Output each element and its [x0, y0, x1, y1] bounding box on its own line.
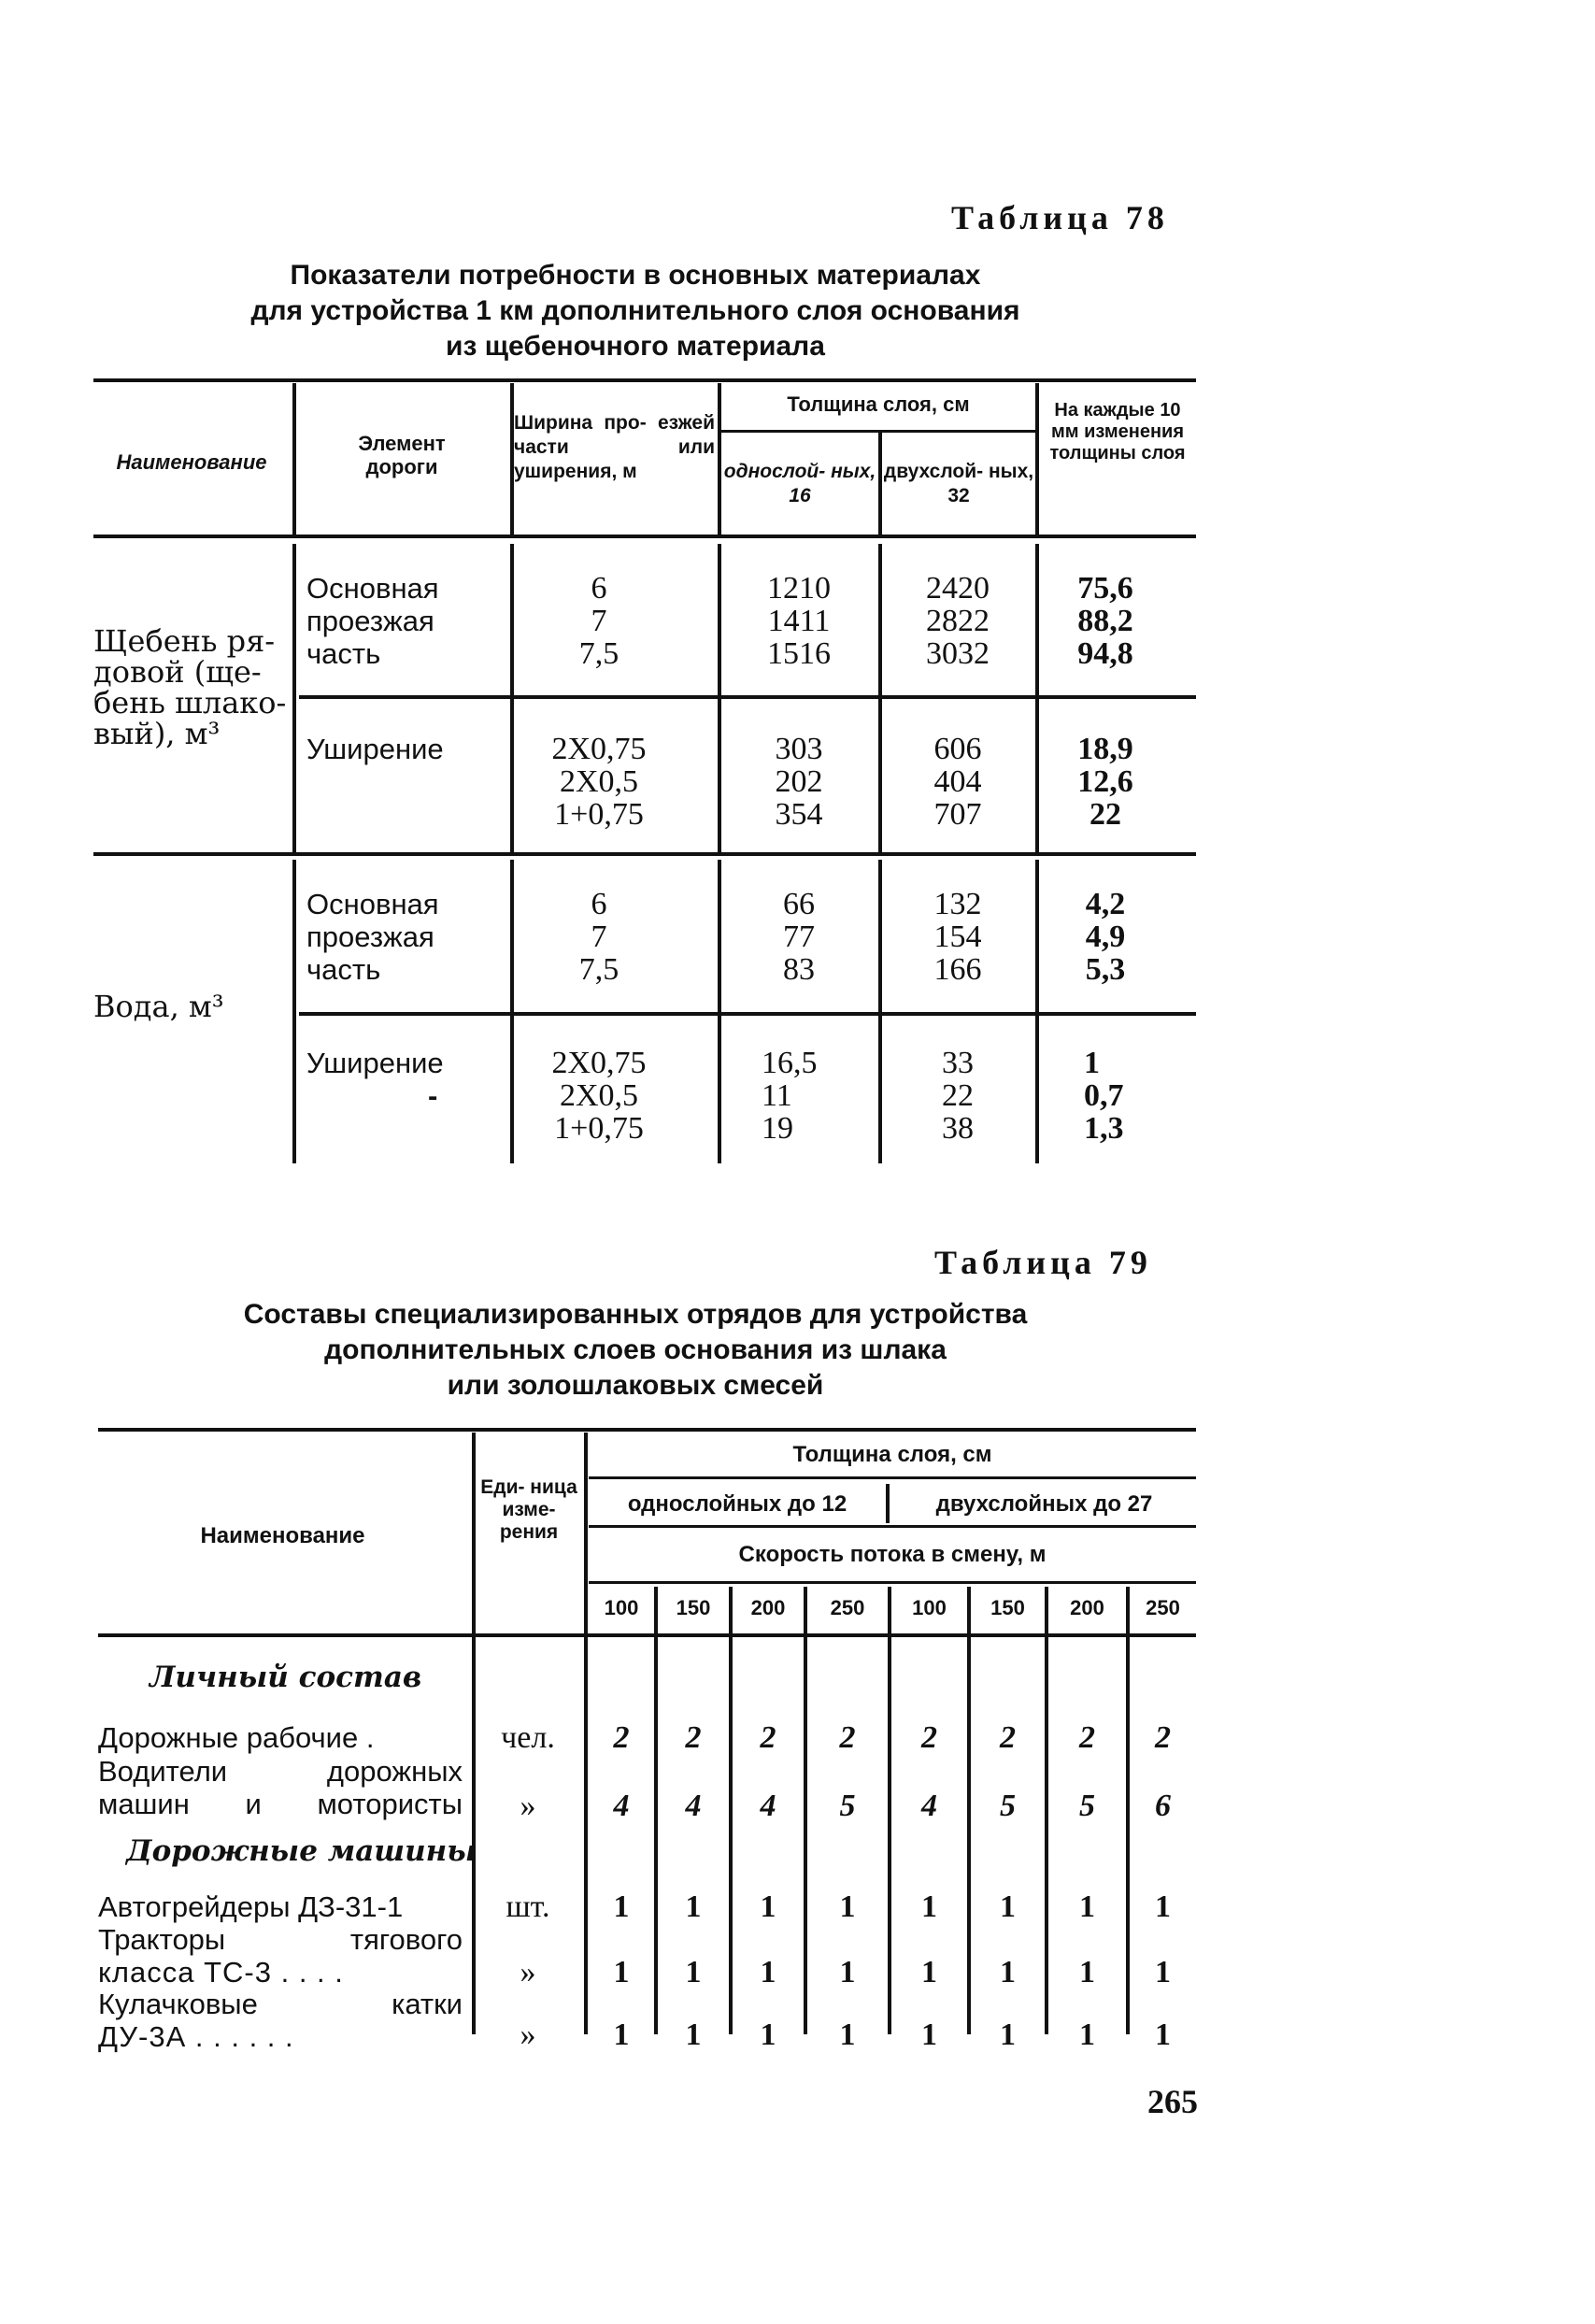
table79-value: 2: [1155, 1720, 1171, 1755]
table79-value: 2: [839, 1720, 856, 1755]
table79-row-name: [98, 1923, 463, 1989]
table78-width-value: 6: [591, 571, 607, 606]
table78-double: [883, 733, 1032, 831]
table79-header-single: однослойных до 12: [627, 1491, 847, 1517]
table78-single-value: 202: [775, 764, 823, 799]
table79-value: 2: [685, 1720, 702, 1755]
table79-value: 1: [1079, 2017, 1095, 2052]
table79-top-rule: [98, 1428, 1196, 1432]
table78-double: [883, 888, 1032, 986]
table78-per10-value: 1: [1084, 1046, 1100, 1080]
table79-row-name: [98, 1890, 463, 1923]
table78-element-line: проезжая: [306, 920, 434, 953]
table79-speed-label: 250: [1146, 1596, 1180, 1619]
table79-value: 1: [1155, 1889, 1171, 1924]
table78-title: [168, 258, 1103, 364]
table78-per10-value: 22: [1089, 797, 1121, 832]
table79-value: 4: [760, 1789, 776, 1823]
table79-value: 1: [760, 1889, 776, 1924]
table78-element: [306, 1047, 444, 1112]
table79-row-name-line: Кулачковые катки: [98, 1988, 463, 2020]
table78-header-element: Элемент дороги: [358, 432, 446, 478]
table78-single: [724, 888, 874, 986]
table78-width-value: 7: [591, 604, 607, 638]
table78-width-value: 7: [591, 920, 607, 954]
table78-width-value: 2Х0,5: [559, 764, 639, 799]
table79-speed-label: 200: [1070, 1596, 1104, 1619]
table78-group-name-line: Вода, м³: [93, 989, 224, 1024]
table79-value: 1: [921, 2017, 937, 2052]
table79-title-line: Составы специализированных отрядов для устройства: [243, 1299, 1028, 1330]
table78-element-line: Основная: [306, 572, 439, 605]
table78-single-value: 11: [762, 1078, 792, 1113]
table78-double-value: 707: [933, 797, 982, 832]
table78-element: [306, 733, 444, 765]
table79-value: 1: [1079, 1955, 1095, 1989]
table79-value: 1: [613, 1955, 630, 1989]
table79-title: [168, 1297, 1103, 1404]
table79-section-title: Личный состав: [150, 1661, 422, 1694]
table79-value: 1: [1000, 2017, 1016, 2052]
table78-double-value: 606: [933, 732, 982, 766]
table78-double-value: 22: [942, 1078, 974, 1113]
table79-row-name-line: Автогрейдеры ДЗ-31-1: [98, 1890, 404, 1923]
table78-double-value: 38: [942, 1111, 974, 1146]
table78-single-value: 1516: [767, 636, 831, 671]
table78-double-value: 404: [933, 764, 982, 799]
table79-layer-rule: [589, 1525, 1196, 1528]
table79-row-name: [98, 1755, 463, 1820]
table78-double-value: 3032: [926, 636, 990, 671]
table79-row-name-line: Дорожные рабочие .: [98, 1721, 375, 1754]
table78-group-name-line: вый), м³: [93, 716, 221, 751]
table78-double-value: 154: [933, 920, 982, 954]
table78-widths: [520, 1047, 678, 1145]
table78-group-name: [93, 991, 224, 1023]
table78-per10-value: 88,2: [1077, 604, 1133, 638]
table78-element-line: Основная: [306, 888, 439, 920]
table78-width-value: 1+0,75: [554, 797, 644, 832]
table79-unit: »: [520, 1789, 536, 1823]
table79-value: 5: [1079, 1789, 1095, 1823]
table78-element-line: часть: [306, 953, 381, 986]
table78-double-value: 33: [942, 1046, 974, 1080]
table78-element: [306, 572, 439, 670]
table79-label: Таблица 79: [934, 1244, 1152, 1281]
table79-row-name-line: машин и мотористы: [98, 1788, 463, 1820]
table78-single-value: 1210: [767, 571, 831, 606]
table78-per10-value: 4,2: [1085, 887, 1126, 921]
table78-group-name-line: бень шлако-: [93, 685, 287, 720]
table79-value: 4: [921, 1789, 937, 1823]
table78-header-thickness: Толщина слоя, см: [787, 392, 970, 416]
table78-single: [724, 1047, 874, 1145]
table79-value: 1: [921, 1955, 937, 1989]
table79-header-double: двухслойных до 27: [935, 1491, 1153, 1517]
table79-value: 1: [1155, 1955, 1171, 1989]
table78-body-vline: [718, 860, 721, 1163]
table79-title-line: дополнительных слоев основания из шлака: [324, 1334, 947, 1365]
table78-row-rule: [299, 695, 1196, 699]
table79-value: 1: [921, 1889, 937, 1924]
table78-single-value: 1411: [767, 604, 831, 638]
table78-body-vline: [878, 544, 882, 852]
table79-speed-label: 100: [604, 1596, 639, 1619]
table78-body-vline: [1035, 544, 1039, 852]
table78-width-value: 7,5: [578, 952, 619, 987]
table79-thickness-rule: [589, 1476, 1196, 1479]
table79-header-vline: [472, 1433, 476, 1633]
table78-element-line: проезжая: [306, 605, 434, 637]
table79-header-speed: Скорость потока в смену, м: [738, 1542, 1047, 1567]
table79-value: 1: [1079, 1889, 1095, 1924]
table78-group-name: [93, 623, 292, 751]
table78-per10-value: 94,8: [1077, 636, 1133, 671]
table79-value: 1: [685, 1955, 702, 1989]
table78-title-line: для устройства 1 км дополнительного слоя основания: [250, 295, 1020, 326]
table78-per10: [1045, 572, 1166, 670]
table79-speed-label: 150: [676, 1596, 711, 1619]
table78-single-value: 354: [775, 797, 823, 832]
table78-single-value: 83: [783, 952, 815, 987]
table78-element: [306, 888, 439, 986]
table79-value: 1: [839, 2017, 856, 2052]
table78-per10-value: 0,7: [1084, 1078, 1124, 1113]
table78-widths: [520, 733, 678, 831]
table78-widths: [520, 888, 678, 986]
table78-body-vline: [292, 860, 296, 1163]
table79-value: 1: [685, 2017, 702, 2052]
table78-width-value: 2Х0,5: [559, 1078, 639, 1113]
table78-element-line: -: [428, 1079, 438, 1112]
table78-width-value: 7,5: [578, 636, 619, 671]
table79-header-vline: [886, 1484, 890, 1523]
table78-header-rule: [93, 535, 1196, 538]
table78-body-vline: [878, 860, 882, 1163]
table79-value: 2: [1000, 1720, 1016, 1755]
table79-header-unit: Еди- ница изме- рения: [480, 1476, 577, 1543]
table78-per10-value: 75,6: [1077, 571, 1133, 606]
table78-group-name-line: Щебень ря-: [93, 623, 276, 659]
table79-unit: »: [520, 1955, 536, 1989]
table78-double-value: 166: [933, 952, 982, 987]
table78-body-vline: [292, 544, 296, 852]
table79-value: 1: [839, 1889, 856, 1924]
table79-section-title: Дорожные машины: [126, 1834, 477, 1868]
table79-header-name: Наименование: [200, 1523, 365, 1548]
table78-width-value: 6: [591, 887, 607, 921]
table79-speed-label: 200: [750, 1596, 786, 1619]
table78-single: [724, 572, 874, 670]
table79-header-thickness: Толщина слоя, см: [792, 1442, 992, 1467]
table78-per10: [1084, 1047, 1168, 1145]
table78-single-value: 16,5: [762, 1046, 818, 1080]
table79-row-name-line: ДУ-3А . . . . . .: [98, 2020, 294, 2053]
table79-value: 4: [613, 1789, 630, 1823]
table78-single-value: 77: [783, 920, 815, 954]
table79-value: 1: [1000, 1889, 1016, 1924]
table79-speed-label: 100: [912, 1596, 947, 1619]
table78-element-line: Уширение: [306, 733, 444, 765]
table78-title-line: из щебеночного материала: [446, 331, 825, 362]
table79-value: 4: [685, 1789, 702, 1823]
table79-value: 1: [1155, 2017, 1171, 2052]
table79-row-name-line: класса ТС-3 . . . .: [98, 1956, 344, 1989]
table78-header-per10: На каждые 10 мм изменения толщины слоя: [1049, 400, 1186, 463]
table78-header-single: однослой- ных, 16: [723, 461, 876, 506]
table78-double-value: 2822: [926, 604, 990, 638]
table79-value: 5: [839, 1789, 856, 1823]
table79-unit: чел.: [501, 1720, 555, 1755]
table78-double-value: 132: [933, 887, 982, 921]
table79-value: 6: [1155, 1789, 1171, 1823]
table79-row-name-line: Тракторы тягового: [98, 1923, 463, 1956]
table78-group-rule: [93, 852, 1196, 856]
table79-value: 1: [760, 1955, 776, 1989]
table78-header-width: Ширина про- езжей части или уширения, м: [514, 412, 715, 482]
table79-value: 2: [921, 1720, 937, 1755]
table78-width-value: 1+0,75: [554, 1111, 644, 1146]
table78-single-value: 19: [762, 1111, 793, 1146]
table79-unit: шт.: [506, 1889, 550, 1924]
table79-value: 2: [760, 1720, 776, 1755]
table78-per10: [1045, 888, 1166, 986]
table78-element-line: часть: [306, 637, 381, 670]
table78-body-vline: [1035, 860, 1039, 1163]
table78-top-rule: [93, 378, 1196, 382]
table78-header-vline: [292, 383, 296, 535]
table79-unit: »: [520, 2017, 536, 2052]
table79-title-line: или золошлаковых смесей: [447, 1370, 824, 1401]
table78-double: [883, 572, 1032, 670]
table78-single-value: 303: [775, 732, 823, 766]
table79-speed-rule: [589, 1581, 1196, 1584]
table78-per10: [1045, 733, 1166, 831]
table78-group-name-line: довой (ще-: [93, 654, 262, 690]
table78-body-vline: [510, 544, 514, 852]
table79-value: 2: [1079, 1720, 1095, 1755]
table78-width-value: 2Х0,75: [551, 1046, 647, 1080]
table78-element-line: Уширение: [306, 1047, 444, 1079]
table78-body-vline: [510, 860, 514, 1163]
table78-per10-value: 5,3: [1085, 952, 1126, 987]
page-number: 265: [1147, 2083, 1198, 2120]
table79-value: 1: [839, 1955, 856, 1989]
table79-value: 1: [760, 2017, 776, 2052]
table79-value: 5: [1000, 1789, 1016, 1823]
table78-header-name: Наименование: [116, 450, 267, 474]
table79-row-name: [98, 1988, 463, 2053]
table78-header-double: двухслой- ных, 32: [883, 461, 1034, 506]
table78-per10-value: 18,9: [1077, 732, 1133, 766]
table79-value: 2: [613, 1720, 630, 1755]
table78-widths: [520, 572, 678, 670]
table78-width-value: 2Х0,75: [551, 732, 647, 766]
table78-label: Таблица 78: [951, 199, 1169, 236]
table78-single: [724, 733, 874, 831]
table79-value: 1: [685, 1889, 702, 1924]
table78-per10-value: 4,9: [1085, 920, 1126, 954]
table79-speed-label: 150: [990, 1596, 1025, 1619]
table78-double-value: 2420: [926, 571, 990, 606]
table79-speed-label: 250: [830, 1596, 865, 1619]
table78-double: [883, 1047, 1032, 1145]
table79-body-vline: [584, 1637, 588, 2034]
table79-row-name: [98, 1721, 463, 1754]
table78-per10-value: 1,3: [1084, 1111, 1124, 1146]
table79-value: 1: [1000, 1955, 1016, 1989]
table78-row-rule: [299, 1012, 1196, 1016]
table78-single-value: 66: [783, 887, 815, 921]
table78-body-vline: [718, 544, 721, 852]
table79-header-rule: [98, 1633, 1196, 1637]
table78-title-line: Показатели потребности в основных материалах: [290, 260, 981, 291]
table79-header-vline: [584, 1433, 588, 1633]
table79-row-name-line: Водители дорожных: [98, 1755, 463, 1788]
table78-per10-value: 12,6: [1077, 764, 1133, 799]
table79-value: 1: [613, 1889, 630, 1924]
table79-value: 1: [613, 2017, 630, 2052]
